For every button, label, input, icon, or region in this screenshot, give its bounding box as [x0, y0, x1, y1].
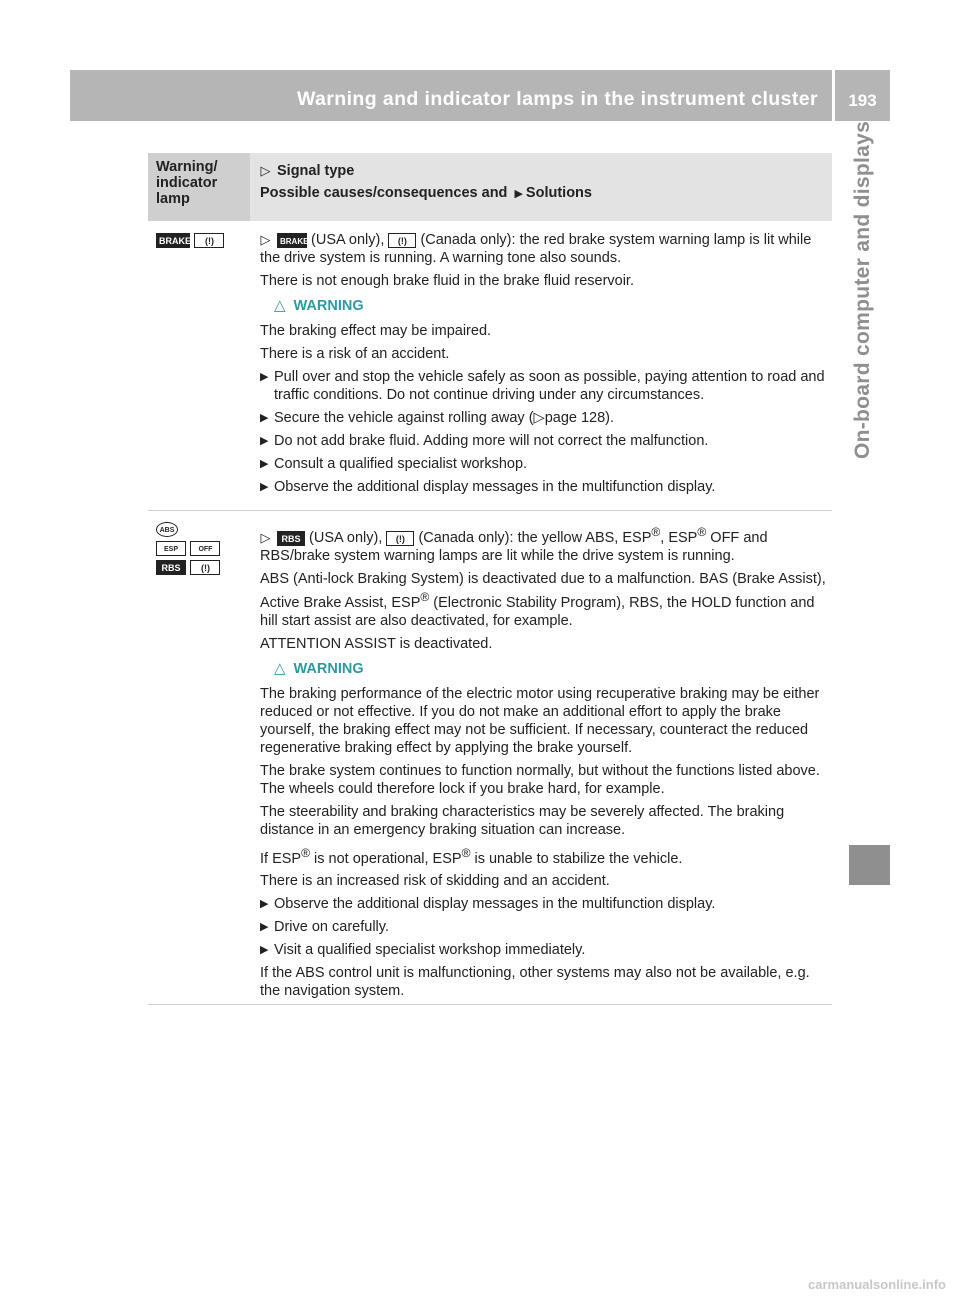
step-item — [260, 478, 828, 496]
step-arrow-icon: ▶ — [260, 898, 269, 911]
esp-text: is unable to stabilize the vehicle. — [470, 850, 683, 867]
row2-signal — [260, 523, 828, 565]
warning-triangle-icon: △ — [274, 659, 286, 677]
side-tab-label: On-board computer and displays — [851, 121, 874, 460]
signal-text: , ESP — [660, 529, 698, 546]
step-arrow-icon: ▶ — [260, 944, 269, 957]
abs-lamp-icon: ABS — [156, 522, 178, 537]
brake-warning-lamp-icon: (!) — [386, 531, 414, 546]
step-arrow-icon: ▶ — [260, 458, 269, 470]
step-text: Observe the additional display messages in the multifunction display. — [274, 896, 716, 913]
signal-icon: ▷ — [260, 529, 271, 545]
warning-text: The steerability and braking characteristics may be severely affected. The braking distance in an emergency braking situation can increase. — [260, 803, 785, 838]
row1-signal — [260, 231, 828, 267]
step-text-part: Secure the vehicle against rolling away ( — [274, 410, 534, 426]
warning-text: The braking performance of the electric motor using recuperative braking may be either reduced or not effective. If you do not make an additional effort to apply the brake yourself, the braking effect may not be sufficient. If necessary, counteract the reduced regenerative braking effect by applying the brake yourself. — [260, 685, 820, 756]
page-title: Warning and indicator lamps in the instrument cluster — [296, 88, 818, 110]
risk-note: There is an increased risk of skidding and an accident. — [260, 873, 610, 890]
warning-text: The braking effect may be impaired. — [260, 323, 492, 339]
step-text: Pull over and stop the vehicle safely as soon as possible, paying attention to road and traffic conditions. Do not continue driving under any circumstances. — [274, 369, 825, 403]
step-item — [260, 918, 828, 936]
row1-warning — [274, 297, 828, 315]
warning-label: WARNING — [293, 660, 364, 677]
col2-header — [260, 160, 820, 204]
brake-warning-lamp-icon: (!) — [388, 233, 416, 248]
signal-text: (Canada only): the red brake system warning lamp is lit while the drive system is running. A warning tone also sounds. — [260, 232, 812, 266]
page-reference-link[interactable]: page 128). — [544, 410, 615, 426]
page-number: 193 — [848, 91, 877, 110]
step-item — [260, 455, 828, 473]
rbs-lamp-icon: RBS — [277, 531, 305, 546]
registered-mark: ® — [461, 845, 471, 860]
esp-text: is not operational, ESP — [310, 850, 462, 867]
step-text: Drive on carefully. — [274, 919, 389, 936]
step-arrow-icon: ▶ — [260, 371, 269, 383]
solutions-label: Solutions — [525, 185, 592, 201]
rbs-lamp-icon: RBS — [156, 560, 186, 575]
row-divider — [148, 1004, 832, 1005]
cause-text: (Electronic Stability Program), RBS, the HOLD function and hill start assist are also deactivated, for example. — [260, 594, 815, 629]
step-item — [260, 895, 828, 913]
causes-label: Possible causes/consequences and — [260, 185, 508, 201]
step-arrow-icon: ▶ — [260, 412, 269, 424]
col1-header-line: lamp — [156, 191, 190, 207]
step-item — [260, 432, 828, 450]
row2-content — [260, 523, 828, 1005]
row1-cause: There is not enough brake fluid in the brake fluid reservoir. — [260, 273, 634, 289]
cause-text: ABS (Anti-lock Braking System) is deactivated due to a malfunction. BAS (Brake Assist), Active Brake Assist, ESP — [260, 570, 826, 611]
esp-lamp-icon: ESP — [156, 541, 186, 556]
step-text — [274, 409, 614, 427]
brake-lamp-icon: BRAKE — [156, 233, 190, 248]
step-arrow-icon: ▶ — [260, 435, 269, 447]
step-item — [260, 368, 828, 404]
step-text: Visit a qualified specialist workshop immediately. — [274, 942, 586, 959]
page-ref-icon: ▷ — [533, 410, 545, 426]
esp-note — [260, 844, 828, 868]
warning-text: There is a risk of an accident. — [260, 346, 450, 362]
step-item — [260, 941, 828, 959]
esp-text: If ESP — [260, 850, 302, 867]
brake-lamp-icon: BRAKE — [277, 233, 307, 248]
signal-text: (USA only), — [311, 232, 385, 248]
signal-icon: ▷ — [260, 232, 271, 247]
step-text: Do not add brake fluid. Adding more will not correct the malfunction. — [274, 433, 709, 449]
signal-type-label: Signal type — [277, 163, 355, 179]
footer-watermark: carmanualsonline.info — [808, 1277, 946, 1292]
page-number-box — [835, 70, 890, 121]
registered-mark: ® — [651, 525, 661, 539]
side-marker — [849, 845, 890, 885]
brake-warning-lamp-icon: (!) — [190, 560, 220, 575]
solution-arrow-icon: ▶ — [514, 188, 523, 200]
registered-mark: ® — [420, 589, 430, 604]
col1-header-line: Warning/ — [156, 159, 218, 175]
signal-icon: ▷ — [260, 163, 271, 178]
signal-text: (USA only), — [309, 529, 383, 546]
row1-lamps — [156, 232, 224, 250]
row2-lamps — [156, 521, 220, 578]
step-arrow-icon: ▶ — [260, 481, 269, 493]
step-text: Observe the additional display messages in the multifunction display. — [274, 479, 716, 495]
row1-content — [260, 231, 828, 501]
col1-header — [148, 153, 250, 221]
step-item — [260, 409, 828, 427]
row2-cause2: ATTENTION ASSIST is deactivated. — [260, 635, 493, 652]
header-bar — [70, 70, 832, 121]
esp-off-lamp-icon: OFF — [190, 541, 220, 556]
signal-text: OFF and RBS/brake system warning lamps are lit while the drive system is running. — [260, 529, 768, 564]
row-divider — [148, 510, 832, 511]
registered-mark: ® — [301, 845, 311, 860]
step-text: Consult a qualified specialist workshop. — [274, 456, 528, 472]
side-tab — [835, 121, 890, 641]
table-header — [148, 153, 832, 221]
warning-text: The brake system continues to function normally, but without the functions listed above. The wheels could therefore lock if you brake hard, for example. — [260, 762, 820, 797]
registered-mark: ® — [697, 525, 707, 539]
col1-header-line: indicator — [156, 175, 218, 191]
signal-text: (Canada only): the yellow ABS, ESP — [418, 529, 652, 546]
closing-note: If the ABS control unit is malfunctioning, other systems may also not be available, e.g. the navigation system. — [260, 965, 810, 1000]
row2-warning — [274, 660, 828, 678]
warning-label: WARNING — [293, 298, 364, 314]
warning-triangle-icon: △ — [274, 297, 286, 314]
row2-cause — [260, 570, 828, 630]
brake-warning-lamp-icon: (!) — [194, 233, 224, 248]
step-arrow-icon: ▶ — [260, 921, 269, 934]
